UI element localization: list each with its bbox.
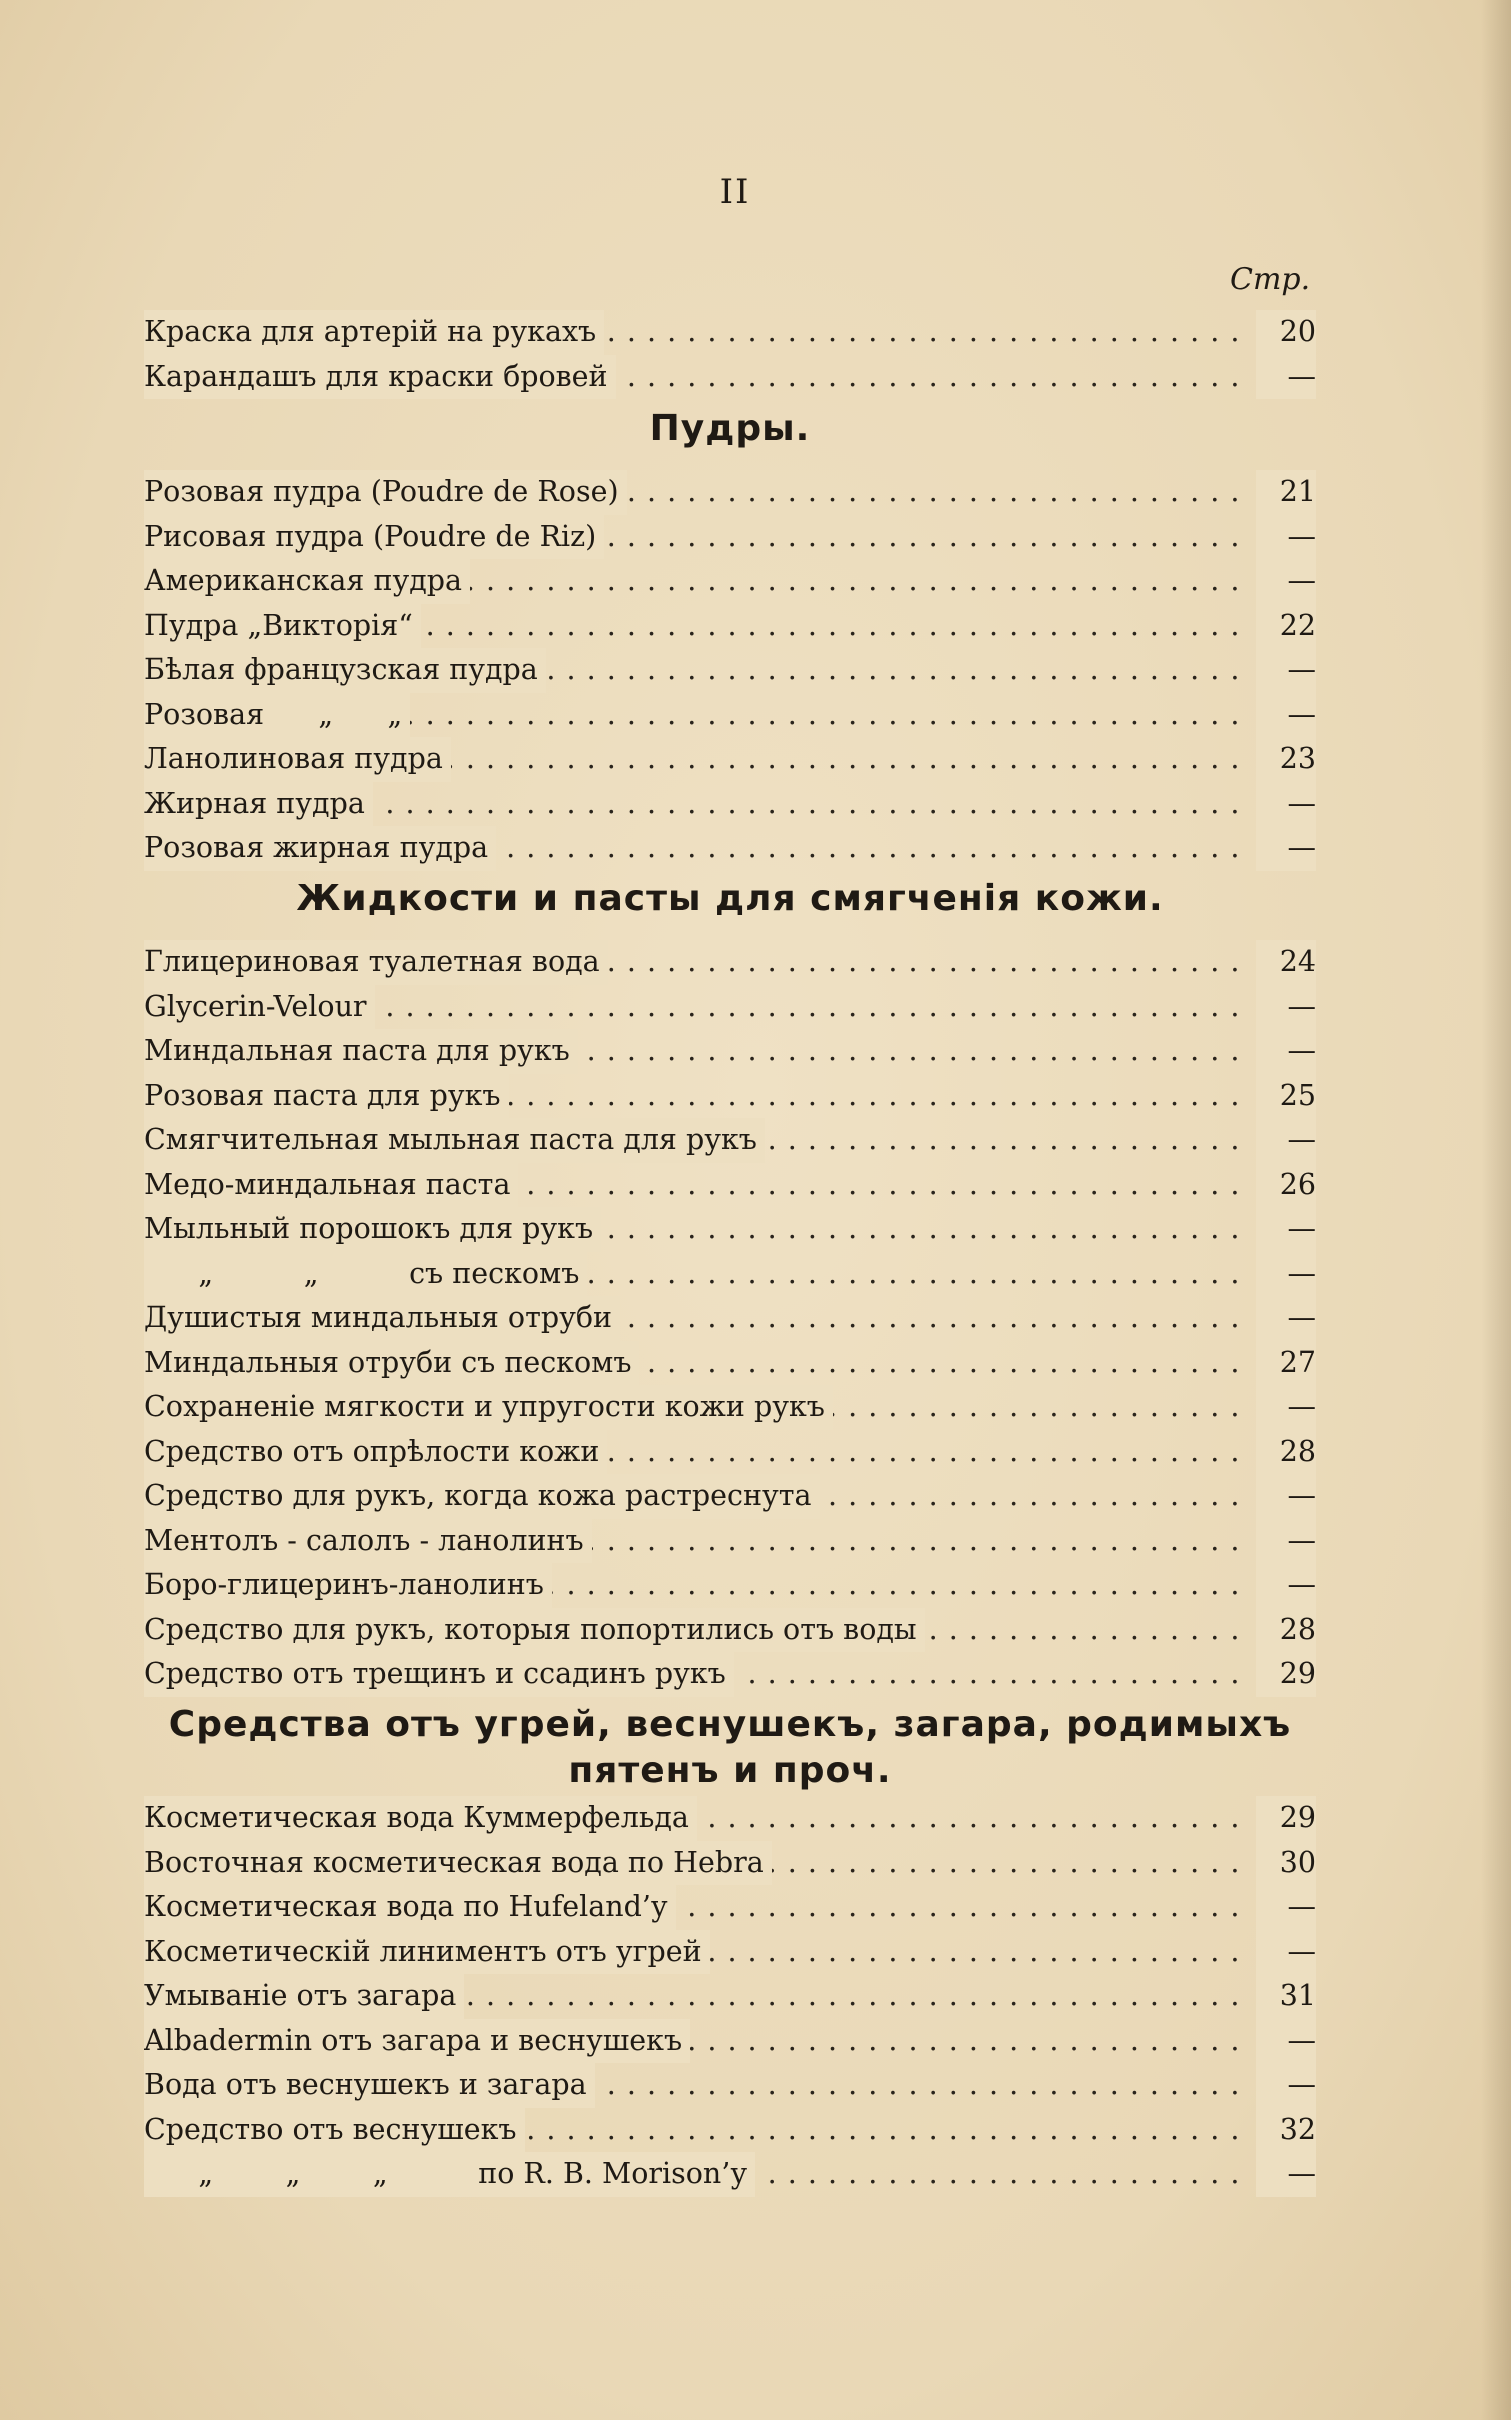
toc-entry [144, 648, 1316, 693]
toc-entry [144, 1563, 1316, 1608]
entry-title: Ланолиновая пудра [144, 737, 451, 782]
toc-entry [144, 1519, 1316, 1564]
toc-entry [144, 1652, 1316, 1697]
entry-page: — [1256, 693, 1316, 738]
entry-title: Albadermin отъ загара и веснушекъ [144, 2019, 690, 2064]
entry-title: Средство для рукъ, когда кожа растреснута [144, 1474, 820, 1519]
toc-entry [144, 310, 1316, 355]
entry-title: Глицериновая туалетная вода [144, 940, 608, 985]
entry-page: — [1256, 515, 1316, 560]
toc-entry [144, 1474, 1316, 1519]
toc-entry [144, 515, 1316, 560]
entry-page: — [1256, 2063, 1316, 2108]
entry-page: — [1256, 1029, 1316, 1074]
entry-title: Рисовая пудра (Poudre de Riz) [144, 515, 604, 560]
entry-page: — [1256, 1930, 1316, 1975]
entry-page: — [1256, 1563, 1316, 1608]
toc-entry [144, 985, 1316, 1030]
entry-page: — [1256, 355, 1316, 400]
entry-title: Медо-миндальная паста [144, 1163, 518, 1208]
entry-page: — [1256, 1252, 1316, 1297]
toc-entry [144, 782, 1316, 827]
entry-page: — [1256, 648, 1316, 693]
entry-page: 24 [1256, 940, 1316, 985]
toc-section-powders [144, 470, 1316, 871]
toc-entry [144, 1430, 1316, 1475]
entry-title: Миндальная паста для рукъ [144, 1029, 578, 1074]
entry-title: Средство для рукъ, которыя попортились отъ воды [144, 1608, 925, 1653]
entry-page: 28 [1256, 1608, 1316, 1653]
entry-page: 32 [1256, 2108, 1316, 2153]
entry-title: Косметическая вода Куммерфельда [144, 1796, 697, 1841]
toc-entry [144, 604, 1316, 649]
entry-title: Розовая пудра (Poudre de Rose) [144, 470, 627, 515]
toc-entry [144, 2019, 1316, 2064]
entry-title: Ментолъ - салолъ - ланолинъ [144, 1519, 592, 1564]
entry-title: Восточная косметическая вода по Hebra [144, 1841, 772, 1886]
entry-page: — [1256, 826, 1316, 871]
entry-page: — [1256, 1519, 1316, 1564]
entry-page: 31 [1256, 1974, 1316, 2019]
entry-page: — [1256, 1118, 1316, 1163]
entry-page: 22 [1256, 604, 1316, 649]
toc-entry [144, 940, 1316, 985]
toc-entry [144, 826, 1316, 871]
entry-title: Средство отъ веснушекъ [144, 2108, 525, 2153]
toc-entry [144, 693, 1316, 738]
entry-page: 23 [1256, 737, 1316, 782]
toc-entry [144, 737, 1316, 782]
entry-title: Жирная пудра [144, 782, 373, 827]
entry-title: Сохраненіе мягкости и упругости кожи рукъ [144, 1385, 833, 1430]
entry-page: 26 [1256, 1163, 1316, 1208]
entry-page: 29 [1256, 1796, 1316, 1841]
entry-title: Миндальныя отруби съ пескомъ [144, 1341, 639, 1386]
toc-entry [144, 1163, 1316, 1208]
entry-page: — [1256, 559, 1316, 604]
entry-title: Умываніе отъ загара [144, 1974, 464, 2019]
toc-entry [144, 1029, 1316, 1074]
entry-page: — [1256, 1385, 1316, 1430]
entry-page: — [1256, 1296, 1316, 1341]
toc-entry [144, 1074, 1316, 1119]
entry-title: Косметическій линиментъ отъ угрей [144, 1930, 710, 1975]
toc-entry [144, 1608, 1316, 1653]
toc-entry [144, 1341, 1316, 1386]
entry-page: 29 [1256, 1652, 1316, 1697]
page-edge-shadow [1481, 0, 1511, 2420]
entry-title: Американская пудра [144, 559, 470, 604]
entry-page: — [1256, 2152, 1316, 2197]
toc-entry [144, 1118, 1316, 1163]
entry-title: Мыльный порошокъ для рукъ [144, 1207, 601, 1252]
entry-title: Бѣлая французская пудра [144, 648, 546, 693]
entry-title: Боро-глицеринъ-ланолинъ [144, 1563, 552, 1608]
toc-entry [144, 1885, 1316, 1930]
entry-title: Пудра „Викторія“ [144, 604, 421, 649]
toc-entry [144, 1385, 1316, 1430]
toc-entry [144, 2108, 1316, 2153]
entry-page: 20 [1256, 310, 1316, 355]
entry-title: Смягчительная мыльная паста для рукъ [144, 1118, 765, 1163]
entry-page: — [1256, 782, 1316, 827]
entry-page: — [1256, 985, 1316, 1030]
toc-section-lotions [144, 940, 1316, 1697]
entry-page: 25 [1256, 1074, 1316, 1119]
toc-group-intro [144, 310, 1316, 399]
entry-title: „ „ съ пескомъ [144, 1252, 587, 1297]
toc-entry [144, 2152, 1316, 2197]
entry-title: Карандашъ для краски бровей [144, 355, 616, 400]
entry-title: „ „ „ по R. B. Morison’у [144, 2152, 755, 2197]
entry-title: Розовая „ „ [144, 693, 410, 738]
toc-entry [144, 470, 1316, 515]
toc-entry [144, 1841, 1316, 1886]
toc-entry [144, 355, 1316, 400]
entry-page: — [1256, 2019, 1316, 2064]
section-heading: Пудры. [649, 408, 811, 449]
entry-page: 28 [1256, 1430, 1316, 1475]
toc-section-freckles [144, 1796, 1316, 2197]
entry-page: 21 [1256, 470, 1316, 515]
toc-entry [144, 1796, 1316, 1841]
toc-entry [144, 1930, 1316, 1975]
entry-title: Средство отъ опрѣлости кожи [144, 1430, 607, 1475]
entry-page: — [1256, 1885, 1316, 1930]
entry-title: Розовая жирная пудра [144, 826, 496, 871]
entry-page: — [1256, 1207, 1316, 1252]
toc-entry [144, 559, 1316, 604]
entry-page: — [1256, 1474, 1316, 1519]
page-column-header: Стр. [1230, 262, 1311, 297]
entry-page: 30 [1256, 1841, 1316, 1886]
toc-entry [144, 2063, 1316, 2108]
entry-title: Средство отъ трещинъ и ссадинъ рукъ [144, 1652, 734, 1697]
toc-entry [144, 1252, 1316, 1297]
entry-title: Glycerin-Velour [144, 985, 375, 1030]
toc-entry [144, 1207, 1316, 1252]
page-number: II [719, 172, 751, 212]
entry-page: 27 [1256, 1341, 1316, 1386]
entry-title: Вода отъ веснушекъ и загара [144, 2063, 595, 2108]
toc-entry [144, 1296, 1316, 1341]
entry-title: Душистыя миндальныя отруби [144, 1296, 620, 1341]
section-heading: Средства отъ угрей, веснушекъ, загара, родимыхъ пятенъ и проч. [168, 1704, 1292, 1791]
entry-title: Розовая паста для рукъ [144, 1074, 509, 1119]
section-heading: Жидкости и пасты для смягченія кожи. [296, 878, 1164, 919]
entry-title: Краска для артерій на рукахъ [144, 310, 604, 355]
toc-entry [144, 1974, 1316, 2019]
entry-title: Косметическая вода по Hufeland’у [144, 1885, 676, 1930]
